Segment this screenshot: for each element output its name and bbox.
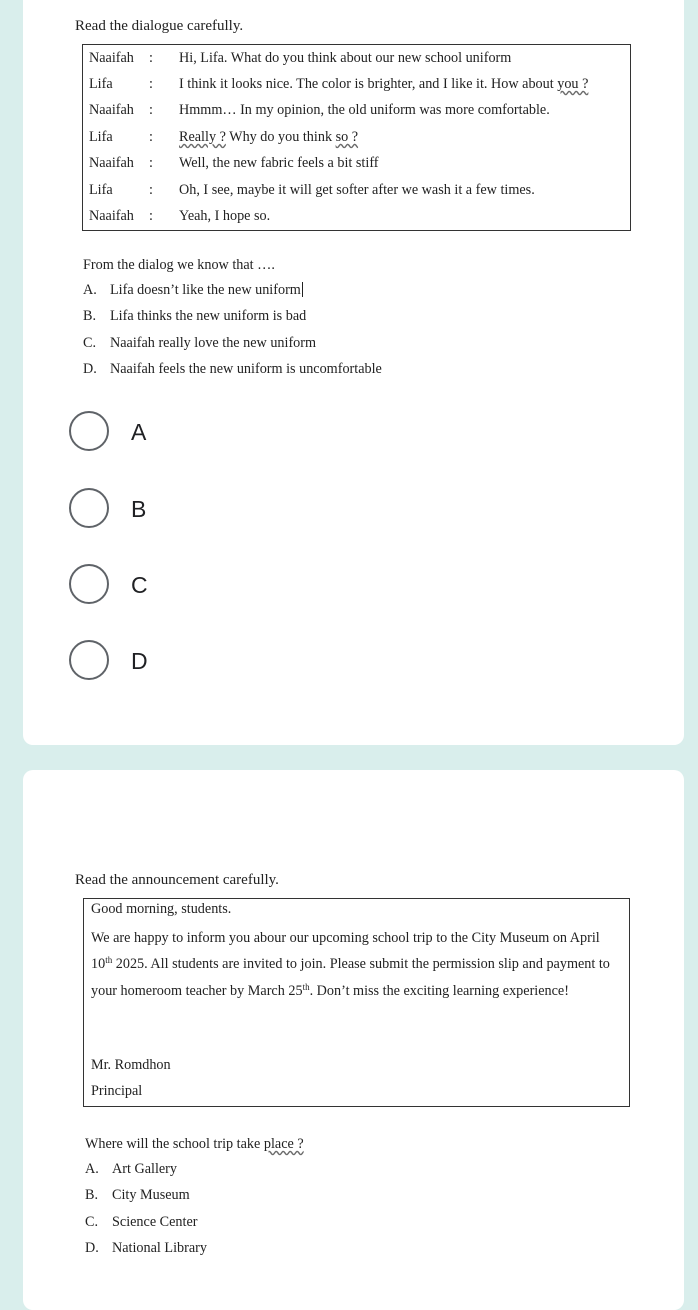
utterance — [179, 124, 631, 150]
announcement-box — [83, 898, 630, 1107]
question-2-text — [85, 1136, 304, 1153]
option-letter: C. — [85, 1213, 99, 1230]
announcement-text: We are happy to inform you abour our upcoming school trip to the City Museum on April 10 — [91, 930, 600, 973]
option-text: Lifa doesn’t like the new uniform — [110, 282, 301, 298]
radio-label: D — [131, 648, 148, 674]
option-text: Science Center — [112, 1213, 198, 1230]
utterance-text: Well, the new fabric feels a bit stiff — [179, 155, 379, 172]
speaker: Naaifah — [89, 49, 134, 66]
speaker: Lifa — [89, 128, 113, 145]
dialogue-row — [83, 177, 631, 203]
option-letter: B. — [83, 308, 97, 325]
option-item — [83, 361, 382, 387]
utterance-text: Yeah, I hope so. — [179, 208, 271, 225]
separator: : — [149, 49, 153, 66]
speaker: Naaifah — [89, 155, 134, 172]
utterance — [179, 45, 631, 72]
option-letter: A. — [85, 1161, 99, 1177]
option-text: Naaifah really love the new uniform — [110, 334, 317, 351]
utterance-text: Hmmm… In my opinion, the old uniform was more comfortable. — [179, 102, 550, 119]
text-cursor — [302, 282, 303, 297]
signature-role: Principal — [91, 1083, 143, 1099]
utterance-text: I think it looks nice. The color is brighter, and I like it. How about — [179, 76, 558, 93]
utterance-text: Oh, I see, maybe it will get softer after we wash it a few times. — [179, 181, 535, 198]
separator: : — [149, 181, 153, 198]
option-text: National Library — [112, 1239, 207, 1256]
option-letter: D. — [83, 360, 97, 377]
utterance-text: Why do you think — [225, 128, 336, 145]
utterance — [179, 203, 631, 230]
option-item — [85, 1214, 207, 1240]
question-1-options — [83, 282, 382, 387]
option-item — [83, 282, 382, 308]
radio-button[interactable] — [69, 640, 109, 680]
spellcheck-flagged-text: so ? — [335, 128, 359, 145]
speaker: Naaifah — [89, 208, 134, 225]
ordinal-suffix: th — [302, 981, 310, 992]
speaker: Lifa — [89, 76, 113, 93]
announcement-text: 2025. All students are invited to join. Please submit the permission slip and payment to your homeroom teacher by March 25 — [91, 956, 610, 999]
dialogue-row — [83, 98, 631, 124]
radio-option-a[interactable] — [69, 411, 369, 451]
option-item — [83, 335, 382, 361]
dialogue-row — [83, 151, 631, 177]
dialogue-row — [83, 71, 631, 97]
radio-label: C — [131, 572, 148, 598]
dialogue-row — [83, 124, 631, 150]
radio-label: B — [131, 496, 147, 522]
spellcheck-flagged-text: Really ? — [179, 128, 226, 145]
option-letter: C. — [83, 334, 97, 351]
utterance — [179, 71, 631, 97]
radio-button[interactable] — [69, 411, 109, 451]
radio-option-b[interactable] — [69, 488, 369, 528]
separator: : — [149, 208, 153, 225]
signature-name: Mr. Romdhon — [91, 1057, 171, 1073]
option-letter: D. — [85, 1239, 99, 1256]
option-letter: A. — [83, 282, 97, 298]
dialogue-instruction: Read the dialogue carefully. — [75, 18, 244, 34]
announcement-body — [91, 925, 621, 1004]
option-item — [85, 1187, 207, 1213]
question-text: Where will the school trip take — [85, 1136, 264, 1152]
option-text: Naaifah feels the new uniform is uncomfortable — [110, 360, 382, 377]
spellcheck-flagged-text: you ? — [557, 76, 589, 93]
question-card-2 — [23, 770, 684, 1310]
utterance-text: Hi, Lifa. What do you think about our new school uniform — [179, 49, 512, 66]
radio-label: A — [131, 419, 147, 445]
announcement-greeting: Good morning, students. — [91, 901, 232, 917]
question-2-options — [85, 1161, 207, 1266]
speaker: Lifa — [89, 181, 113, 198]
dialogue-row — [83, 203, 631, 230]
utterance — [179, 151, 631, 177]
announcement-instruction: Read the announcement carefully. — [75, 872, 279, 888]
spellcheck-flagged-text: place ? — [263, 1136, 304, 1152]
option-letter: B. — [85, 1187, 99, 1204]
utterance — [179, 98, 631, 124]
radio-option-c[interactable] — [69, 564, 369, 604]
dialogue-table — [82, 44, 631, 231]
radio-button[interactable] — [69, 488, 109, 528]
radio-button[interactable] — [69, 564, 109, 604]
separator: : — [149, 76, 153, 93]
option-text: City Museum — [112, 1187, 190, 1204]
option-item — [85, 1240, 207, 1266]
question-card-1 — [23, 0, 684, 745]
radio-option-d[interactable] — [69, 640, 369, 680]
dialogue-row — [83, 45, 631, 72]
separator: : — [149, 128, 153, 145]
utterance — [179, 177, 631, 203]
option-text: Lifa thinks the new uniform is bad — [110, 308, 307, 325]
option-text: Art Gallery — [112, 1161, 178, 1177]
separator: : — [149, 155, 153, 172]
separator: : — [149, 102, 153, 119]
option-item — [85, 1161, 207, 1187]
announcement-text: . Don’t miss the exciting learning experience! — [309, 982, 569, 999]
ordinal-suffix: th — [105, 955, 113, 966]
question-1-text: From the dialog we know that …. — [83, 257, 275, 273]
option-item — [83, 308, 382, 334]
speaker: Naaifah — [89, 102, 134, 119]
